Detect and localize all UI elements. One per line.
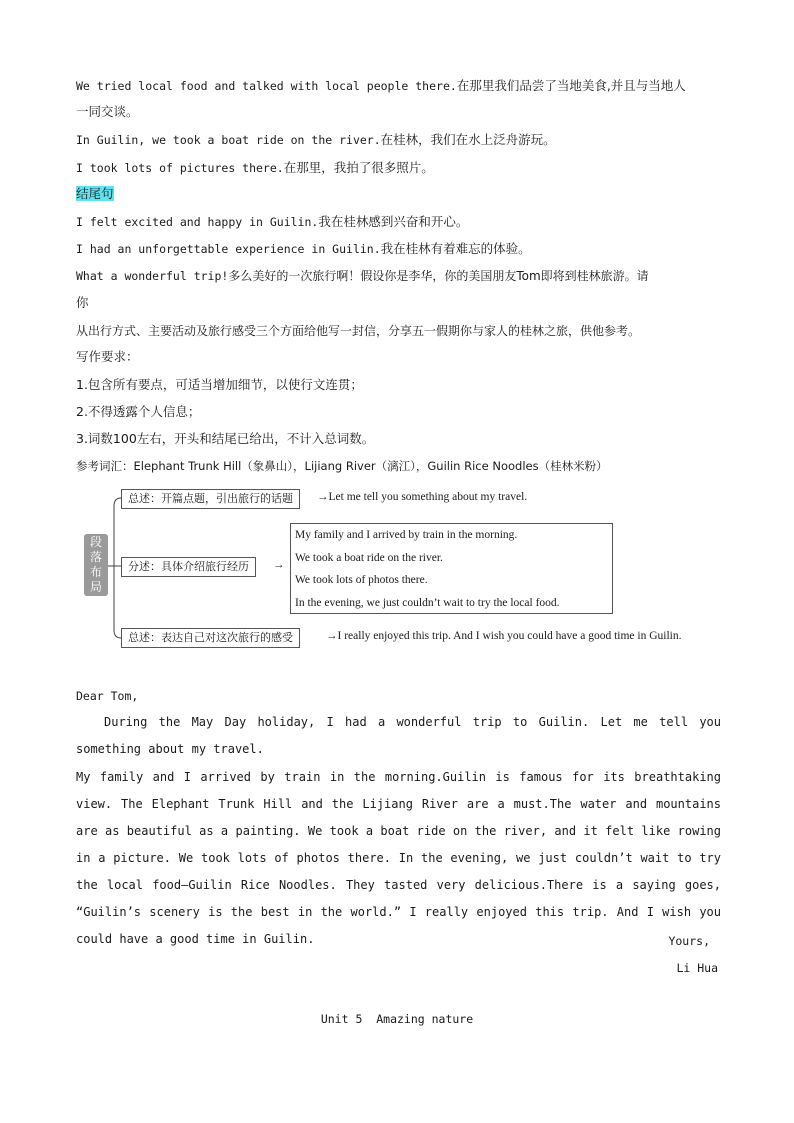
text-line-1: We tried local food and talked with local people there.在那里我们品尝了当地美食,并且与当地人 (76, 78, 686, 93)
detail-line: We took lots of photos there. (295, 574, 428, 586)
reference-vocabulary: 参考词汇：Elephant Trunk Hill（象鼻山），Lijiang River（漓江），Guilin Rice Noodles（桂林米粉） (76, 459, 608, 473)
closing-sentence-heading: 结尾句 (76, 186, 114, 201)
intro-sentence: →Let me tell you something about my travel. (317, 491, 528, 503)
ending-sentence: →I really enjoyed this trip. And I wish you could have a good time in Guilin. (326, 630, 682, 642)
requirement-2: 2.不得透露个人信息； (76, 404, 201, 419)
unit-title: Unit 5 Amazing nature (320, 1012, 474, 1026)
text-line-2: 一同交谈。 (76, 104, 139, 119)
task-prompt: 从出行方式、主要活动及旅行感受三个方面给他写一封信，分享五一假期你与家人的桂林之旅，供他参考。 (76, 324, 641, 338)
layout-side-label: 段 落 布 局 (84, 534, 108, 596)
requirement-3: 3.词数100左右，开头和结尾已给出，不计入总词数。 (76, 431, 375, 446)
text-line-7: I had an unforgettable experience in Guilin.我在桂林有着难忘的体验。 (76, 241, 531, 256)
detail-line: My family and I arrived by train in the morning. (295, 529, 518, 541)
text-line-3: In Guilin, we took a boat ride on the river.在桂林，我们在水上泛舟游玩。 (76, 132, 556, 147)
detail-line: In the evening, we just couldn’t wait to try the local food. (295, 596, 560, 609)
body-summary-box: 分述：具体介绍旅行经历 (121, 557, 256, 577)
text-line-4: I took lots of pictures there.在那里，我拍了很多照片。 (76, 160, 434, 175)
letter-signature: Li Hua (676, 961, 718, 975)
letter-paragraph-1: During the May Day holiday, I had a wonderful trip to Guilin. Let me tell you something about my travel. (76, 715, 721, 756)
intro-summary-box: 总述：开篇点题，引出旅行的话题 (121, 489, 300, 509)
requirement-1: 1.包含所有要点，可适当增加细节，以使行文连贯； (76, 377, 363, 392)
text-line-8: What a wonderful trip!多么美好的一次旅行啊！假设你是李华，你的美国朋友Tom即将到桂林旅游。请 (76, 269, 649, 283)
letter-closing: Yours, (668, 934, 710, 948)
requirements-heading: 写作要求： (76, 349, 139, 364)
detail-line: We took a boat ride on the river. (295, 551, 443, 564)
ending-summary-box: 总述：表达自己对这次旅行的感受 (121, 628, 300, 648)
text-line-6: I felt excited and happy in Guilin.我在桂林感到兴奋和开心。 (76, 214, 469, 229)
body-arrow: → (273, 559, 285, 571)
letter-paragraph-2: My family and I arrived by train in the morning.Guilin is famous for its breathtaking view. The Elephant Trunk Hill and the Lijiang River are a must.The water and mountains are as beautiful as a painting. We took a boat ride on the river, and it felt like rowing in a picture. We took lots of photos there. In the evening, we just couldn’t wait to try the local food—Guilin Rice Noodles. They tasted very delicious.There is a saying goes, “Guilin’s scenery is the best in the world.” I really enjoyed this trip. And I wish you could have a good time in Guilin. (76, 770, 721, 946)
text-line-9: 你 (76, 295, 89, 310)
body-details-box (290, 523, 613, 614)
letter-greeting: Dear Tom, (76, 689, 139, 703)
